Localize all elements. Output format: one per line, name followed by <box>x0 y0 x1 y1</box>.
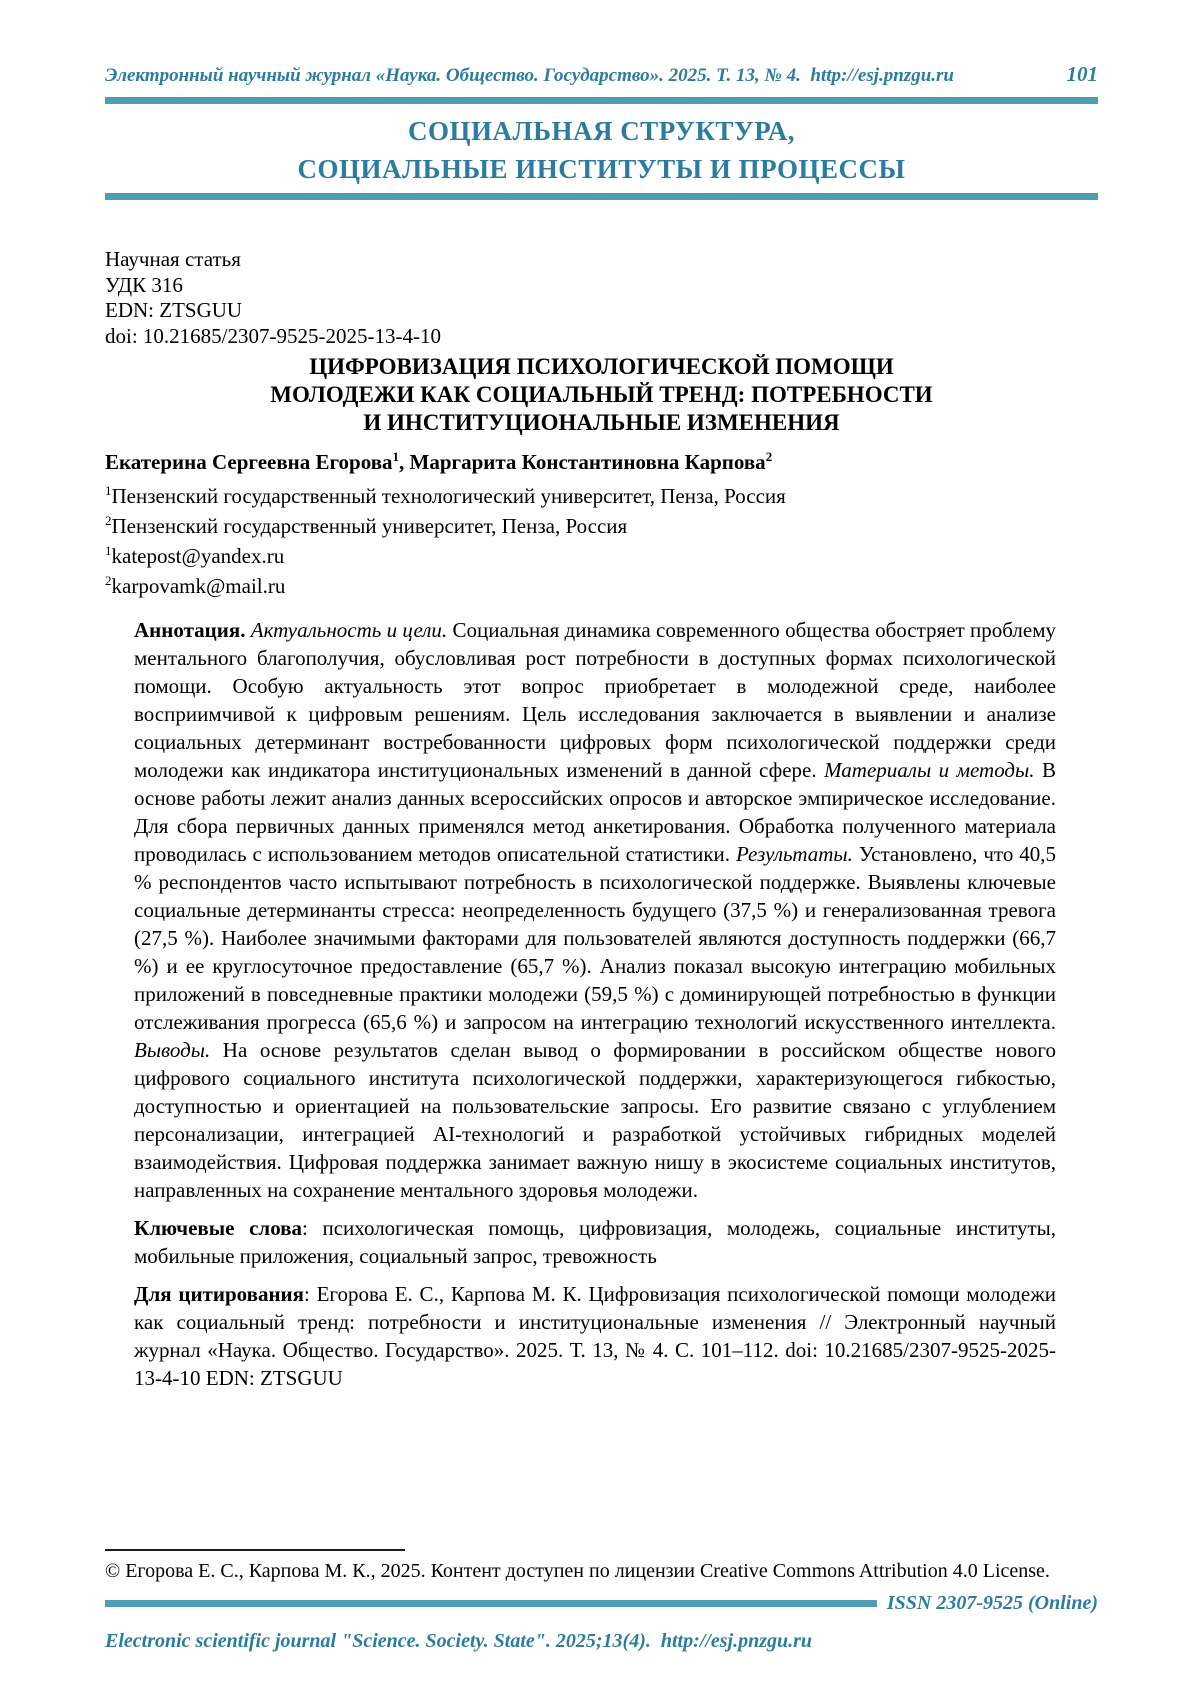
copyright-line: © Егорова Е. С., Карпова М. К., 2025. Контент доступен по лицензии Creative Commons Attribution 4.0 License. <box>105 1560 1050 1582</box>
section-heading-line1: СОЦИАЛЬНАЯ СТРУКТУРА, <box>407 116 796 146</box>
article-title-line2: МОЛОДЕЖИ КАК СОЦИАЛЬНЫЙ ТРЕНД: ПОТРЕБНОСТИ <box>270 382 933 407</box>
issn-rule <box>105 1600 877 1607</box>
author-2-name: Маргарита Константиновна Карпова <box>409 450 766 474</box>
article-meta <box>105 247 1098 349</box>
email-2-text: karpovamk@mail.ru <box>111 574 286 598</box>
edn-code: EDN: ZTSGUU <box>105 298 243 322</box>
email-2-sup: 2 <box>105 573 112 588</box>
abstract-label: Аннотация. <box>134 618 246 642</box>
abstract-methods-label: Материалы и методы. <box>816 758 1035 782</box>
email-1-text: katepost@yandex.ru <box>111 544 285 568</box>
affiliation-2-text: Пензенский государственный университет, Пенза, Россия <box>111 514 628 538</box>
article-title-line3: И ИНСТИТУЦИОНАЛЬНЫЕ ИЗМЕНЕНИЯ <box>363 410 840 435</box>
authors-separator: , <box>399 450 410 474</box>
abstract-paragraph <box>134 616 1056 1204</box>
section-heading-line2: СОЦИАЛЬНЫЕ ИНСТИТУТЫ И ПРОЦЕССЫ <box>297 154 906 184</box>
citation-label: Для цитирования <box>134 1282 305 1306</box>
email-2 <box>105 571 1098 601</box>
running-head-journal: Электронный научный журнал «Наука. Общество. Государство». 2025. Т. 13, № 4. http://esj.pnzgu.ru <box>105 65 954 86</box>
affiliation-1-sup: 1 <box>105 483 112 498</box>
running-head <box>105 62 1098 87</box>
article-title-line1: ЦИФРОВИЗАЦИЯ ПСИХОЛОГИЧЕСКОЙ ПОМОЩИ <box>309 354 894 379</box>
udc-code: УДК 316 <box>105 272 183 297</box>
abstract-conclusions-label: Выводы. <box>134 1038 211 1062</box>
abstract-relevance-text: Социальная динамика современного общества обостряет проблему ментального благополучия, обусловливая рост потребности в доступных формах психологической помощи. Особую актуальность этот вопрос приобретает в молодежной среде, наиболее восприимчивой к цифровым решениям. Цель исследования заключается в выявлении и анализе социальных детерминант востребованности цифровых форм психологической поддержки среди молодежи как индикатора институциональных изменений в данной сфере. <box>134 618 1056 782</box>
abstract-methods-text: В основе работы лежит анализ данных всероссийских опросов и авторское эмпирическое исследование. Для сбора первичных данных применялся метод анкетирования. Обработка полученного материала проводилась с использованием методов описательной статистики. <box>134 758 1056 866</box>
affiliation-1 <box>105 481 1098 511</box>
footer-journal-line: Electronic scientific journal "Science. Society. State". 2025;13(4). http://esj.pnzgu.ru <box>105 1630 813 1652</box>
page-number: 101 <box>1066 62 1098 86</box>
citation-paragraph <box>134 1280 1056 1392</box>
issn-label: ISSN 2307-9525 (Online) <box>886 1592 1098 1614</box>
keywords-paragraph <box>134 1214 1056 1270</box>
footnote-rule <box>105 1549 405 1551</box>
issn-row <box>105 1592 1098 1615</box>
section-rule <box>105 193 1098 200</box>
email-1-sup: 1 <box>105 543 112 558</box>
author-2-sup: 2 <box>765 449 773 464</box>
keywords-text: : психологическая помощь, цифровизация, молодежь, социальные институты, мобильные приложения, социальный запрос, тревожность <box>134 1216 1057 1268</box>
abstract-conclusions-text: На основе результатов сделан вывод о формировании в российском обществе нового цифрового социального института психологической поддержки, характеризующегося гибкостью, доступностью и ориентацией на пользовательские запросы. Его развитие связано с углублением персонализации, интеграцией AI-технологий и разработкой устойчивых гибридных моделей взаимодействия. Цифровая поддержка занимает важную нишу в экосистеме социальных институтов, направленных на сохранение ментального здоровья молодежи. <box>134 1038 1056 1202</box>
affiliation-1-text: Пензенский государственный технологический университет, Пенза, Россия <box>111 484 786 508</box>
doi-line: doi: 10.21685/2307-9525-2025-13-4-10 <box>105 323 441 348</box>
citation-text: : Егорова Е. С., Карпова М. К. Цифровизация психологической помощи молодежи как социальный тренд: потребности и институциональные изменения // Электронный научный журнал «Наука. Общество. Государство». 2025. Т. 13, № 4. С. 101–112. doi: 10.21685/2307-9525-2025-13-4-10 EDN: ZTSGUU <box>134 1282 1056 1390</box>
abstract-relevance-label: Актуальность и цели. <box>245 618 448 642</box>
abstract-block <box>134 616 1056 1402</box>
keywords-label: Ключевые слова <box>134 1216 303 1240</box>
author-1-sup: 1 <box>392 449 400 464</box>
affiliation-2-sup: 2 <box>105 513 112 528</box>
abstract-results-label: Результаты. <box>730 842 853 866</box>
abstract-results-text: Установлено, что 40,5 % респондентов часто испытывают потребность в психологической поддержке. Выявлены ключевые социальные детерминанты стресса: неопределенность будущего (37,5 %) и генерализованная тревога (27,5 %). Наиболее значимыми факторами для пользователей являются доступность поддержки (66,7 %) и ее круглосуточное предоставление (65,7 %). Анализ показал высокую интеграцию мобильных приложений в повседневные практики молодежи (59,5 %) с доминирующей потребностью в функции отслеживания прогресса (65,6 %) и запросом на интеграцию технологий искусственного интеллекта. <box>134 842 1056 1034</box>
article-title <box>105 353 1098 437</box>
authors-line <box>105 450 1098 475</box>
author-1-name: Екатерина Сергеевна Егорова <box>105 450 393 474</box>
email-1 <box>105 541 1098 571</box>
article-type: Научная статья <box>105 247 241 271</box>
section-heading <box>105 112 1098 188</box>
affiliations-block <box>105 481 1098 601</box>
affiliation-2 <box>105 511 1098 541</box>
top-rule <box>105 97 1098 104</box>
